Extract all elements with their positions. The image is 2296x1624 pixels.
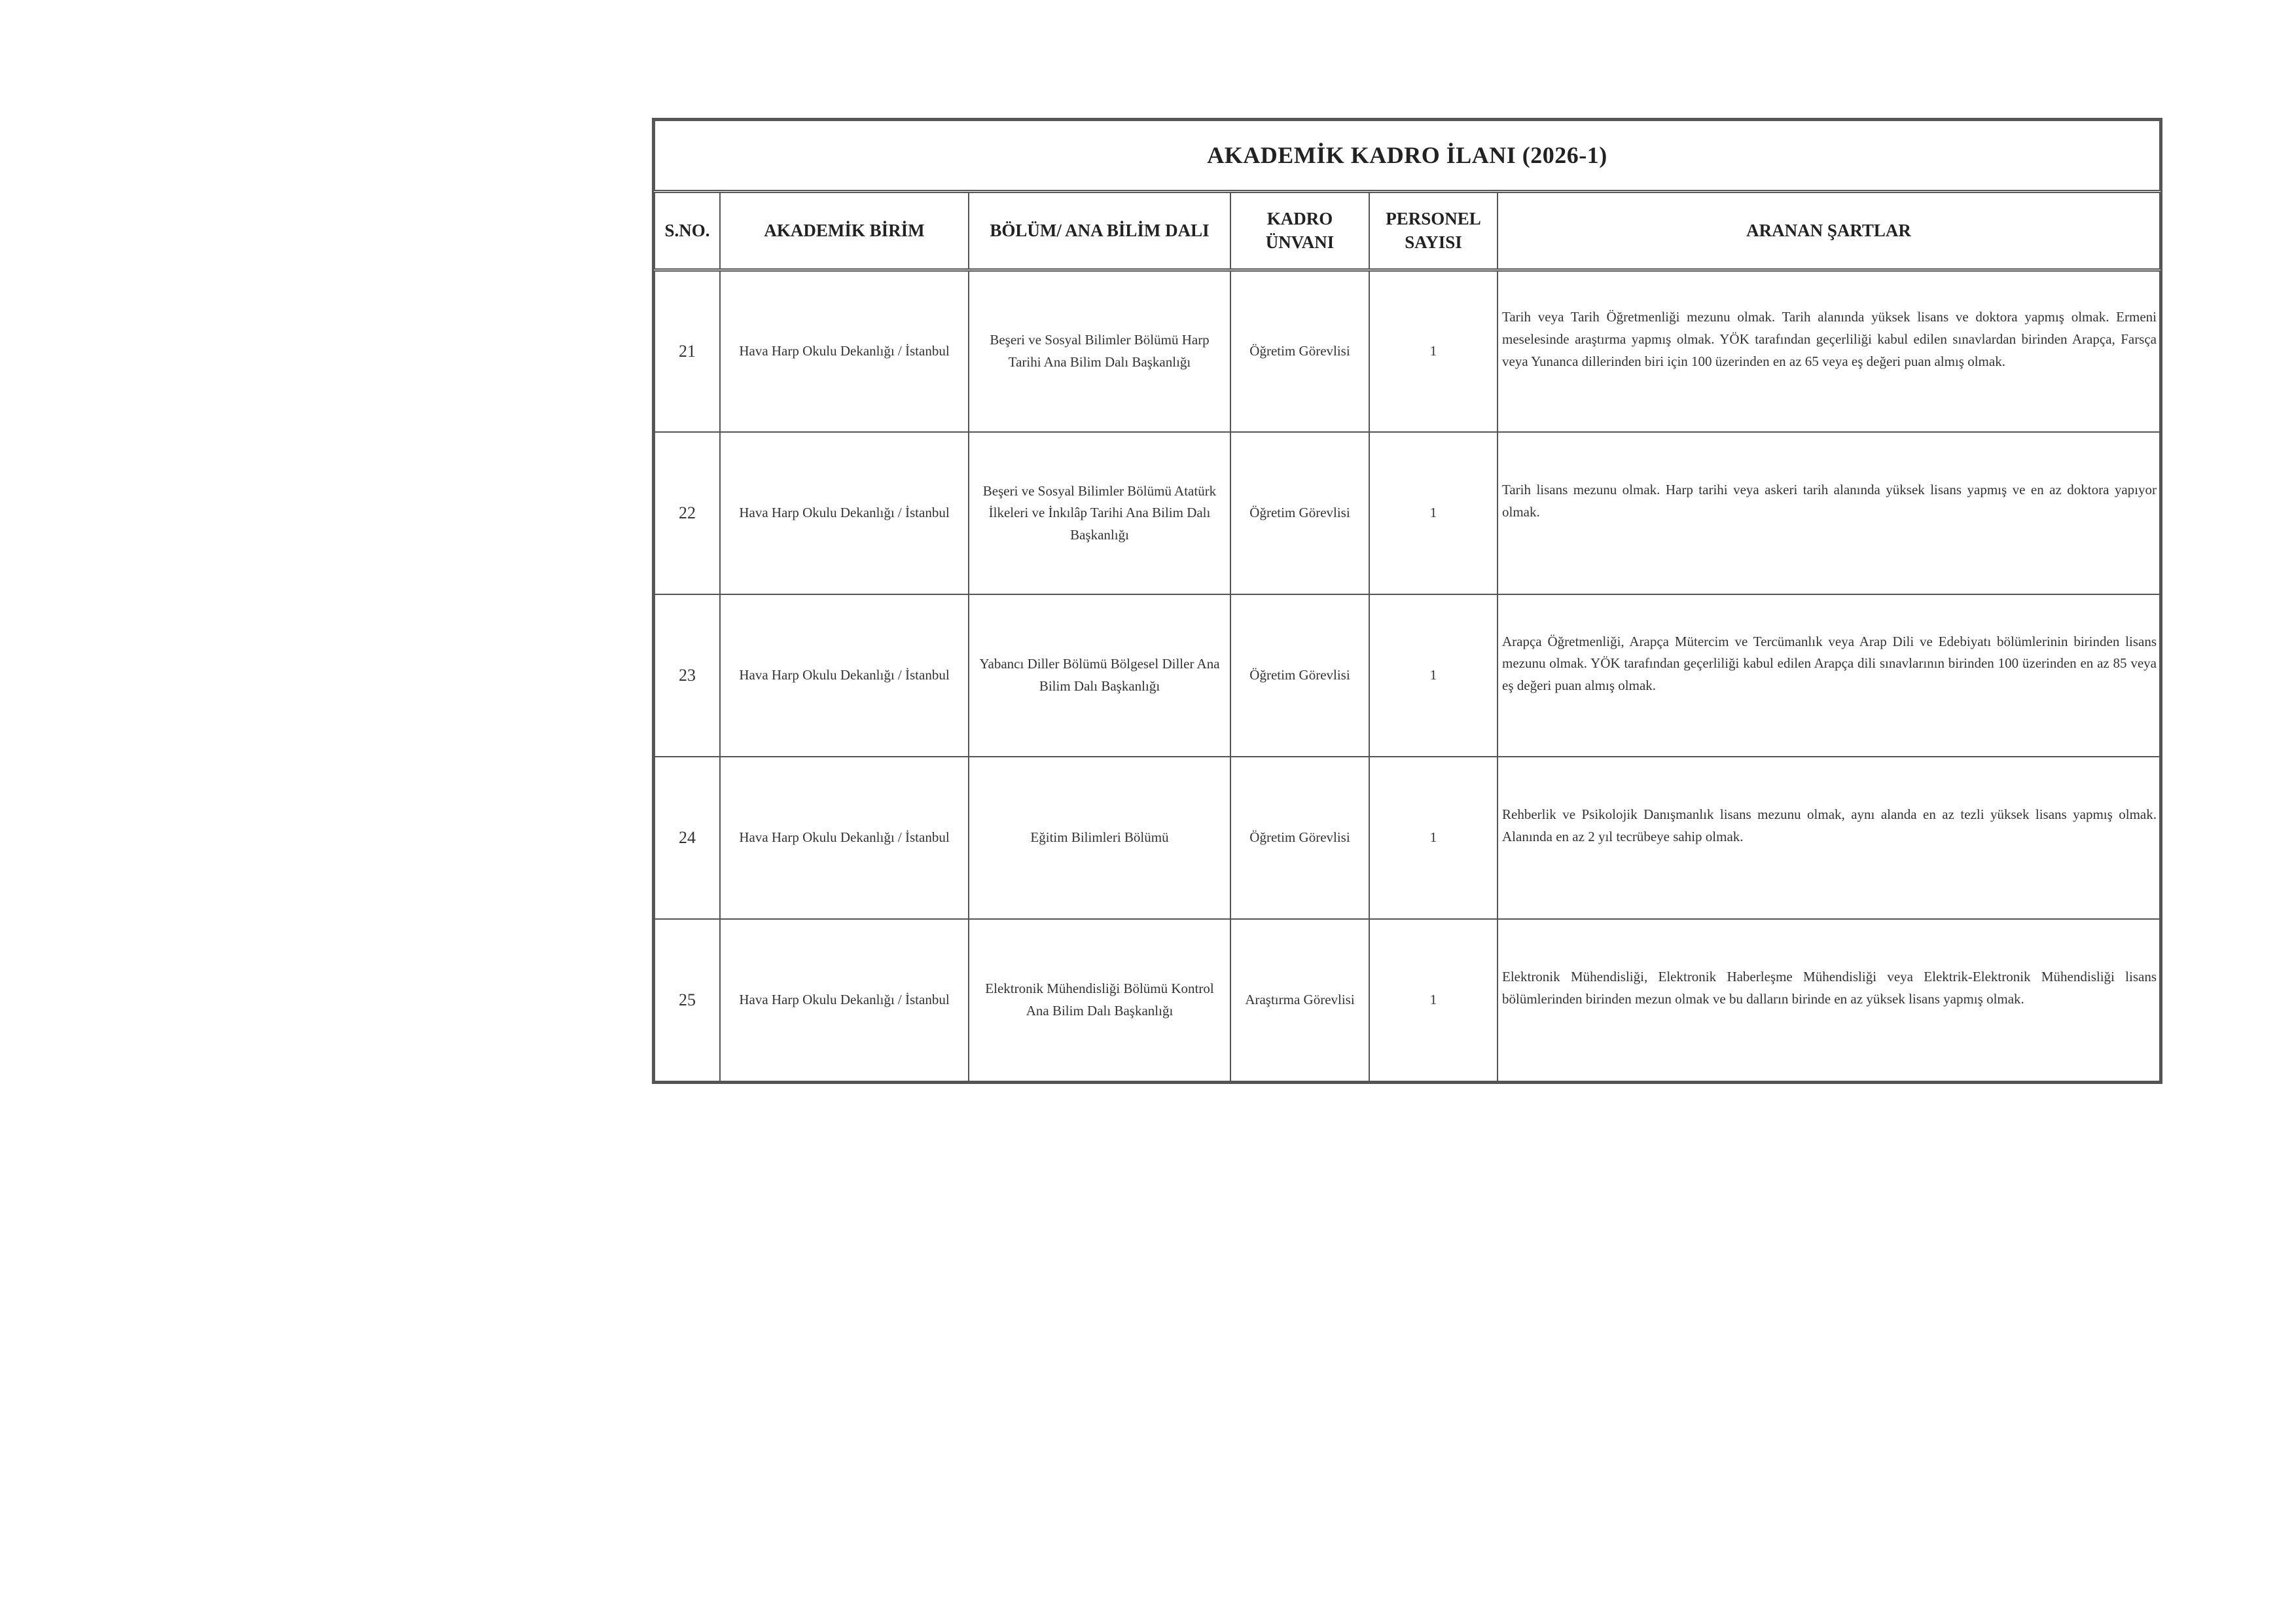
cell-sno: 25 <box>655 919 720 1081</box>
cell-bolum: Beşeri ve Sosyal Bilimler Bölümü Harp Tarihi Ana Bilim Dalı Başkanlığı <box>969 270 1230 432</box>
sart-text: Elektronik Mühendisliği, Elektronik Haberleşme Mühendisliği veya Elektrik-Elektronik Mühendisliği lisans bölümlerinden birinden mezun olmak ve bu dalların birinde en az yüksek lisans yapmış olmak. <box>1502 969 2157 1007</box>
cell-sno: 23 <box>655 594 720 757</box>
cell-sayi: 1 <box>1369 757 1498 919</box>
cell-sayi: 1 <box>1369 594 1498 757</box>
table-row <box>655 757 2160 919</box>
table-row <box>655 594 2160 757</box>
cell-bolum: Eğitim Bilimleri Bölümü <box>969 757 1230 919</box>
table-row <box>655 270 2160 432</box>
header-sart: ARANAN ŞARTLAR <box>1498 191 2160 270</box>
cell-bolum: Yabancı Diller Bölümü Bölgesel Diller Ana Bilim Dalı Başkanlığı <box>969 594 1230 757</box>
cell-sayi: 1 <box>1369 270 1498 432</box>
cell-unvan: Araştırma Görevlisi <box>1230 919 1369 1081</box>
cell-unvan: Öğretim Görevlisi <box>1230 757 1369 919</box>
cell-birim: Hava Harp Okulu Dekanlığı / İstanbul <box>720 594 969 757</box>
cell-birim: Hava Harp Okulu Dekanlığı / İstanbul <box>720 757 969 919</box>
header-sno: S.NO. <box>655 191 720 270</box>
table-header-row <box>655 191 2160 270</box>
cell-sno: 24 <box>655 757 720 919</box>
cell-bolum: Beşeri ve Sosyal Bilimler Bölümü Atatürk İlkeleri ve İnkılâp Tarihi Ana Bilim Dalı Başkanlığı <box>969 432 1230 594</box>
cell-sart <box>1498 594 2160 757</box>
page-title: AKADEMİK KADRO İLANI (2026-1) <box>655 120 2160 191</box>
cell-sart <box>1498 757 2160 919</box>
header-unvan: KADRO ÜNVANI <box>1230 191 1369 270</box>
cell-sno: 22 <box>655 432 720 594</box>
cell-bolum: Elektronik Mühendisliği Bölümü Kontrol Ana Bilim Dalı Başkanlığı <box>969 919 1230 1081</box>
cell-sayi: 1 <box>1369 919 1498 1081</box>
cell-birim: Hava Harp Okulu Dekanlığı / İstanbul <box>720 919 969 1081</box>
sart-text: Tarih lisans mezunu olmak. Harp tarihi veya askeri tarih alanında yüksek lisans yapmış ve en az doktora yapıyor olmak. <box>1502 482 2157 520</box>
table-row <box>655 432 2160 594</box>
cell-unvan: Öğretim Görevlisi <box>1230 594 1369 757</box>
cell-unvan: Öğretim Görevlisi <box>1230 432 1369 594</box>
cell-birim: Hava Harp Okulu Dekanlığı / İstanbul <box>720 270 969 432</box>
cell-sno: 21 <box>655 270 720 432</box>
header-sayi: PERSONEL SAYISI <box>1369 191 1498 270</box>
header-bolum: BÖLÜM/ ANA BİLİM DALI <box>969 191 1230 270</box>
cell-sayi: 1 <box>1369 432 1498 594</box>
cell-birim: Hava Harp Okulu Dekanlığı / İstanbul <box>720 432 969 594</box>
sart-text: Arapça Öğretmenliği, Arapça Mütercim ve Tercümanlık veya Arap Dili ve Edebiyatı bölümlerinin birinden lisans mezunu olmak. YÖK tarafından geçerliliği kabul edilen Arapça dili sınavlarının birinden 100 üzerinden en az 85 veya eş değeri puan almış olmak. <box>1502 633 2157 693</box>
cell-sart <box>1498 432 2160 594</box>
sart-text: Rehberlik ve Psikolojik Danışmanlık lisans mezunu olmak, aynı alanda en az tezli yüksek lisans yapmış olmak. Alanında en az 2 yıl tecrübeye sahip olmak. <box>1502 806 2157 844</box>
cell-unvan: Öğretim Görevlisi <box>1230 270 1369 432</box>
cell-sart <box>1498 270 2160 432</box>
table-row <box>655 919 2160 1081</box>
sart-text: Tarih veya Tarih Öğretmenliği mezunu olmak. Tarih alanında yüksek lisans ve doktora yapmış olmak. Ermeni meselesinde araştırma yapmış olmak. YÖK tarafından geçerliliği kabul edilen sınavlardan birinden Arapça, Farsça veya Yunanca dillerinden biri için 100 üzerinden en az 65 veya eş değeri puan almış olmak. <box>1502 309 2157 369</box>
kadro-table <box>654 120 2161 1082</box>
cell-sart <box>1498 919 2160 1081</box>
announcement-sheet <box>652 118 2162 1084</box>
header-birim: AKADEMİK BİRİM <box>720 191 969 270</box>
